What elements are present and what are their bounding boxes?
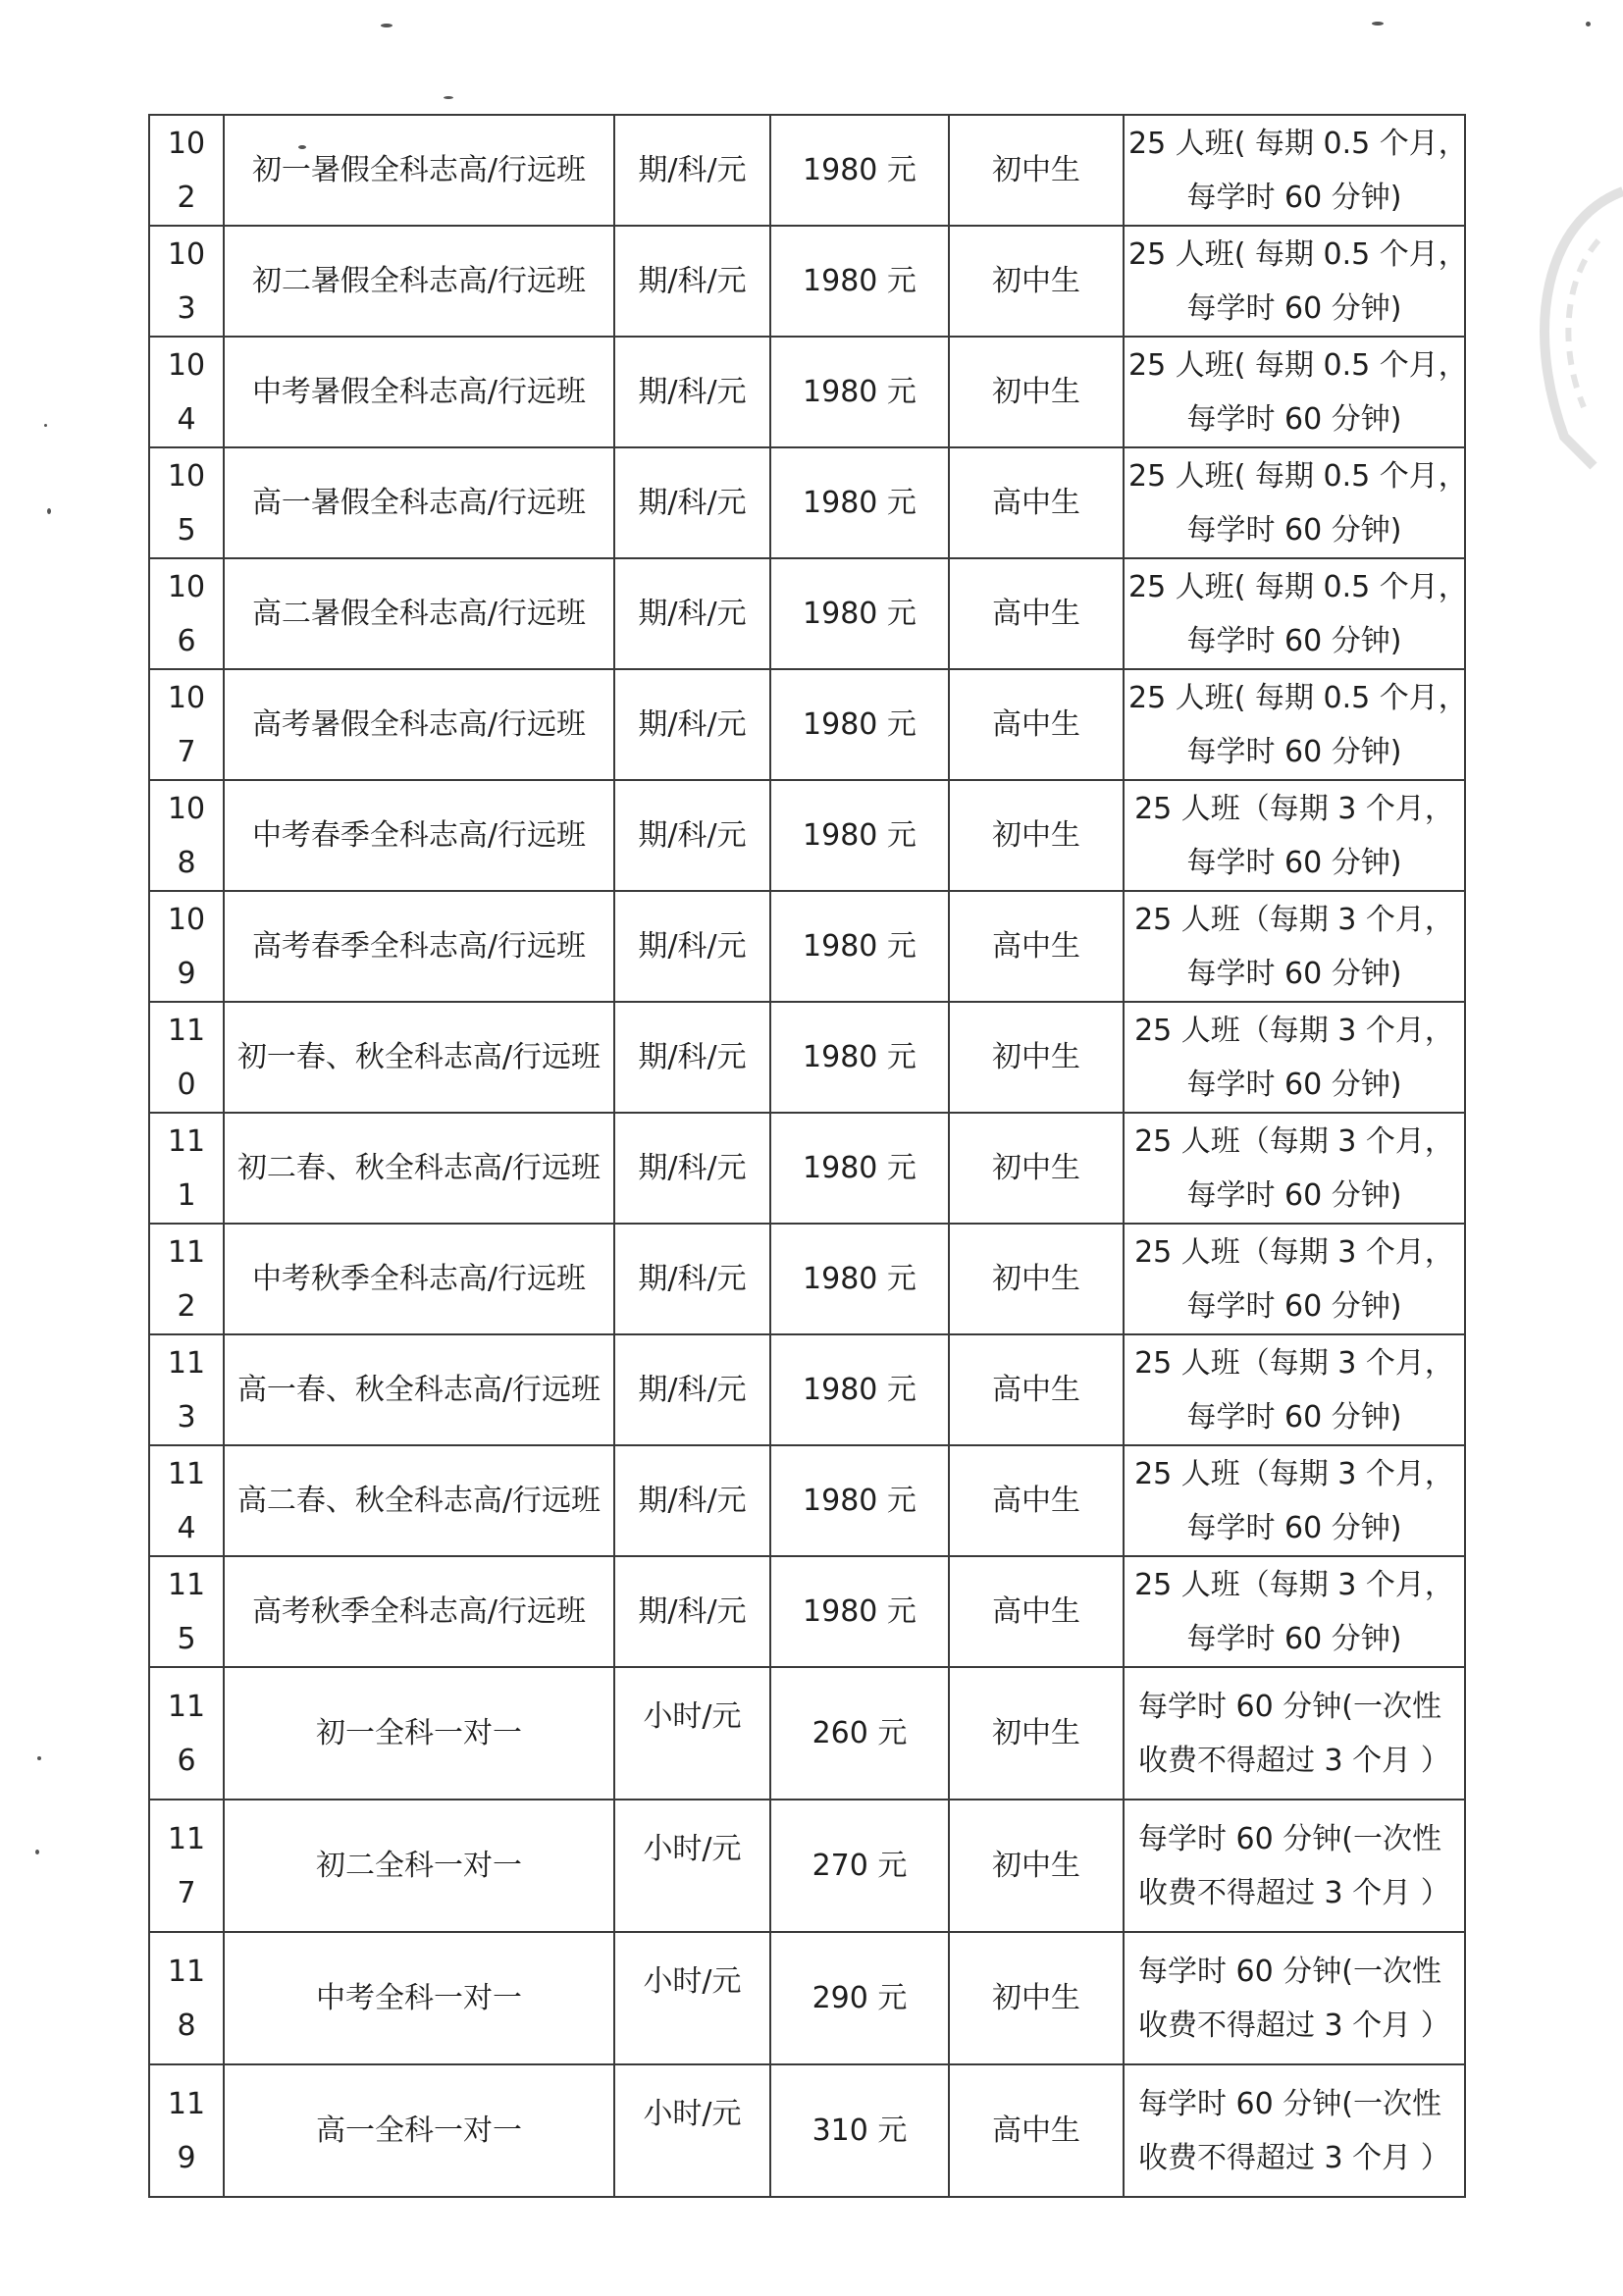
note-line: 每学时 60 分钟) [1186, 956, 1402, 991]
course-name-cell: 初二春、秋全科志高/行远班 [224, 1113, 614, 1224]
row-number-part: 11 [167, 1689, 206, 1724]
course-name-cell: 高一春、秋全科志高/行远班 [224, 1334, 614, 1445]
table-row [149, 447, 1465, 558]
row-number-cell [149, 891, 224, 1002]
note-line: 每学时 60 分钟) [1186, 623, 1402, 658]
note-cell [1124, 1334, 1465, 1445]
target-cell: 高中生 [949, 558, 1124, 669]
note-line: 每学时 60 分钟) [1186, 512, 1402, 548]
row-number-cell [149, 1667, 224, 1800]
row-number-cell [149, 337, 224, 447]
row-number-part: 10 [167, 236, 206, 272]
table-row [149, 669, 1465, 780]
note-line: 每学时 60 分钟) [1186, 1510, 1402, 1545]
course-name-cell: 高考秋季全科志高/行远班 [224, 1556, 614, 1667]
row-number-part: 8 [177, 2008, 196, 2043]
table-row [149, 1667, 1465, 1800]
note-line: 25 人班（每期 3 个月， [1134, 1456, 1454, 1491]
target-cell: 初中生 [949, 337, 1124, 447]
table-row [149, 1224, 1465, 1334]
price-cell: 1980 元 [770, 558, 949, 669]
row-number-part: 6 [177, 1743, 196, 1778]
row-number-part: 3 [177, 290, 196, 326]
table-row [149, 780, 1465, 891]
note-cell [1124, 1667, 1465, 1800]
target-cell: 初中生 [949, 1002, 1124, 1113]
note-line: 25 人班（每期 3 个月， [1134, 1013, 1454, 1048]
row-number-part: 11 [167, 1954, 206, 1989]
note-line: 25 人班（每期 3 个月， [1134, 791, 1454, 826]
note-line: 25 人班( 每期 0.5 个月， [1128, 126, 1468, 161]
table-row [149, 1002, 1465, 1113]
scan-speck [47, 508, 51, 514]
note-cell [1124, 1445, 1465, 1556]
price-cell: 1980 元 [770, 1445, 949, 1556]
course-name-cell: 初二暑假全科志高/行远班 [224, 226, 614, 337]
row-number-part: 8 [177, 845, 196, 880]
row-number-cell [149, 669, 224, 780]
row-number-part: 1 [177, 1177, 196, 1213]
course-name-cell: 高二春、秋全科志高/行远班 [224, 1445, 614, 1556]
row-number-part: 11 [167, 1013, 206, 1048]
unit-cell: 小时/元 [614, 1667, 770, 1800]
row-number-part: 11 [167, 1123, 206, 1159]
unit-cell: 期/科/元 [614, 1556, 770, 1667]
row-number-cell [149, 558, 224, 669]
seal-stamp-image [1505, 182, 1623, 476]
row-number-part: 11 [167, 2086, 206, 2121]
course-name-cell: 中考春季全科志高/行远班 [224, 780, 614, 891]
price-cell: 310 元 [770, 2064, 949, 2197]
price-cell: 1980 元 [770, 891, 949, 1002]
row-number-part: 9 [177, 2140, 196, 2175]
table-row [149, 1113, 1465, 1224]
row-number-part: 2 [177, 180, 196, 215]
table-row [149, 1334, 1465, 1445]
target-cell: 初中生 [949, 1932, 1124, 2064]
row-number-cell [149, 1800, 224, 1932]
note-line: 25 人班（每期 3 个月， [1134, 1345, 1454, 1381]
row-number-part: 11 [167, 1456, 206, 1491]
target-cell: 初中生 [949, 1667, 1124, 1800]
course-name-cell: 高二暑假全科志高/行远班 [224, 558, 614, 669]
scan-speck [381, 24, 393, 27]
price-cell: 1980 元 [770, 1556, 949, 1667]
row-number-part: 11 [167, 1345, 206, 1381]
row-number-part: 6 [177, 623, 196, 658]
note-line: 25 人班（每期 3 个月， [1134, 1234, 1454, 1270]
note-line: 每学时 60 分钟) [1186, 1177, 1402, 1213]
target-cell: 高中生 [949, 2064, 1124, 2197]
row-number-cell [149, 780, 224, 891]
note-cell [1124, 1224, 1465, 1334]
note-cell [1124, 669, 1468, 780]
note-cell [1124, 2064, 1465, 2197]
note-line: 收费不得超过 3 个月 ） [1138, 2140, 1450, 2175]
row-number-part: 10 [167, 458, 206, 494]
scan-speck [37, 1756, 41, 1760]
unit-cell: 期/科/元 [614, 1334, 770, 1445]
price-cell: 290 元 [770, 1932, 949, 2064]
note-line: 25 人班( 每期 0.5 个月， [1128, 458, 1468, 494]
unit-cell: 小时/元 [614, 1932, 770, 2064]
scan-speck [444, 96, 453, 99]
row-number-cell [149, 1556, 224, 1667]
unit-cell: 期/科/元 [614, 780, 770, 891]
course-name-cell: 初一全科一对一 [224, 1667, 614, 1800]
scan-speck [1586, 22, 1591, 26]
course-name-cell: 中考秋季全科志高/行远班 [224, 1224, 614, 1334]
table-row [149, 1556, 1465, 1667]
note-line: 每学时 60 分钟) [1186, 845, 1402, 880]
note-cell [1124, 1002, 1465, 1113]
row-number-part: 11 [167, 1567, 206, 1602]
note-line: 25 人班( 每期 0.5 个月， [1128, 347, 1468, 383]
target-cell: 初中生 [949, 780, 1124, 891]
note-line: 25 人班( 每期 0.5 个月， [1128, 569, 1468, 604]
course-name-cell: 中考全科一对一 [224, 1932, 614, 2064]
unit-cell: 期/科/元 [614, 669, 770, 780]
course-name-cell: 初一暑假全科志高/行远班 [224, 115, 614, 226]
target-cell: 初中生 [949, 1113, 1124, 1224]
row-number-part: 4 [177, 1510, 196, 1545]
note-cell [1124, 1556, 1465, 1667]
target-cell: 高中生 [949, 891, 1124, 1002]
note-line: 25 人班（每期 3 个月， [1134, 1123, 1454, 1159]
unit-cell: 期/科/元 [614, 447, 770, 558]
row-number-cell [149, 115, 224, 226]
target-cell: 高中生 [949, 1334, 1124, 1445]
unit-cell: 小时/元 [614, 2064, 770, 2197]
row-number-part: 10 [167, 347, 206, 383]
price-cell: 1980 元 [770, 780, 949, 891]
scan-speck [44, 424, 47, 427]
note-cell [1124, 558, 1468, 669]
row-number-part: 10 [167, 680, 206, 715]
unit-cell: 小时/元 [614, 1800, 770, 1932]
row-number-part: 10 [167, 902, 206, 937]
note-line: 每学时 60 分钟(一次性 [1138, 1689, 1441, 1724]
price-cell: 1980 元 [770, 226, 949, 337]
row-number-part: 9 [177, 956, 196, 991]
row-number-part: 10 [167, 126, 206, 161]
note-cell [1124, 115, 1468, 226]
table-row [149, 226, 1465, 337]
table-row [149, 558, 1465, 669]
price-cell: 1980 元 [770, 1113, 949, 1224]
note-cell [1124, 1800, 1465, 1932]
note-line: 每学时 60 分钟) [1186, 1621, 1402, 1656]
note-line: 收费不得超过 3 个月 ） [1138, 1875, 1450, 1910]
course-name-cell: 初二全科一对一 [224, 1800, 614, 1932]
target-cell: 初中生 [949, 1800, 1124, 1932]
table-row [149, 1932, 1465, 2064]
course-name-cell: 高一暑假全科志高/行远班 [224, 447, 614, 558]
row-number-cell [149, 1445, 224, 1556]
target-cell: 初中生 [949, 115, 1124, 226]
table-row [149, 1445, 1465, 1556]
note-cell [1124, 780, 1465, 891]
target-cell: 高中生 [949, 1445, 1124, 1556]
note-line: 每学时 60 分钟) [1186, 1399, 1402, 1435]
note-cell [1124, 337, 1468, 447]
note-cell [1124, 226, 1468, 337]
unit-cell: 期/科/元 [614, 1224, 770, 1334]
row-number-part: 10 [167, 791, 206, 826]
price-cell: 1980 元 [770, 1224, 949, 1334]
note-cell [1124, 1932, 1465, 2064]
unit-cell: 期/科/元 [614, 115, 770, 226]
row-number-part: 10 [167, 569, 206, 604]
note-line: 每学时 60 分钟(一次性 [1138, 2086, 1441, 2121]
unit-cell: 期/科/元 [614, 1445, 770, 1556]
row-number-cell [149, 447, 224, 558]
row-number-part: 7 [177, 1875, 196, 1910]
note-cell [1124, 447, 1468, 558]
price-cell: 1980 元 [770, 115, 949, 226]
table-row [149, 891, 1465, 1002]
unit-cell: 期/科/元 [614, 1113, 770, 1224]
price-cell: 260 元 [770, 1667, 949, 1800]
note-line: 每学时 60 分钟) [1186, 1067, 1402, 1102]
row-number-part: 2 [177, 1288, 196, 1324]
table-row [149, 337, 1465, 447]
row-number-cell [149, 1224, 224, 1334]
row-number-cell [149, 1002, 224, 1113]
row-number-part: 5 [177, 1621, 196, 1656]
row-number-cell [149, 1113, 224, 1224]
note-line: 25 人班( 每期 0.5 个月， [1128, 236, 1468, 272]
note-line: 每学时 60 分钟) [1186, 1288, 1402, 1324]
row-number-part: 3 [177, 1399, 196, 1435]
row-number-part: 7 [177, 734, 196, 769]
unit-cell: 期/科/元 [614, 337, 770, 447]
note-line: 25 人班（每期 3 个月， [1134, 902, 1454, 937]
target-cell: 高中生 [949, 1556, 1124, 1667]
note-line: 收费不得超过 3 个月 ） [1138, 2008, 1450, 2043]
course-name-cell: 高一全科一对一 [224, 2064, 614, 2197]
note-line: 每学时 60 分钟) [1186, 180, 1402, 215]
note-line: 收费不得超过 3 个月 ） [1138, 1743, 1450, 1778]
row-number-part: 4 [177, 401, 196, 437]
target-cell: 高中生 [949, 669, 1124, 780]
row-number-part: 5 [177, 512, 196, 548]
target-cell: 初中生 [949, 1224, 1124, 1334]
unit-cell: 期/科/元 [614, 891, 770, 1002]
note-line: 每学时 60 分钟(一次性 [1138, 1954, 1441, 1989]
price-cell: 1980 元 [770, 1002, 949, 1113]
unit-cell: 期/科/元 [614, 226, 770, 337]
course-name-cell: 高考春季全科志高/行远班 [224, 891, 614, 1002]
table-row [149, 2064, 1465, 2197]
price-cell: 1980 元 [770, 337, 949, 447]
scan-speck [35, 1850, 39, 1854]
row-number-part: 11 [167, 1821, 206, 1856]
note-line: 25 人班( 每期 0.5 个月， [1128, 680, 1468, 715]
fee-table-body [149, 115, 1468, 2197]
row-number-cell [149, 1334, 224, 1445]
note-cell [1124, 891, 1465, 1002]
note-line: 每学时 60 分钟(一次性 [1138, 1821, 1441, 1856]
unit-cell: 期/科/元 [614, 558, 770, 669]
target-cell: 高中生 [949, 447, 1124, 558]
row-number-cell [149, 2064, 224, 2197]
row-number-part: 11 [167, 1234, 206, 1270]
row-number-cell [149, 1932, 224, 2064]
note-line: 25 人班（每期 3 个月， [1134, 1567, 1454, 1602]
unit-cell: 期/科/元 [614, 1002, 770, 1113]
table-row [149, 115, 1465, 226]
row-number-part: 0 [177, 1067, 196, 1102]
course-name-cell: 高考暑假全科志高/行远班 [224, 669, 614, 780]
note-line: 每学时 60 分钟) [1186, 401, 1402, 437]
scan-speck [1372, 22, 1384, 26]
target-cell: 初中生 [949, 226, 1124, 337]
price-cell: 1980 元 [770, 1334, 949, 1445]
row-number-cell [149, 226, 224, 337]
price-cell: 1980 元 [770, 447, 949, 558]
note-cell [1124, 1113, 1465, 1224]
fee-table [148, 114, 1466, 2198]
price-cell: 1980 元 [770, 669, 949, 780]
price-cell: 270 元 [770, 1800, 949, 1932]
note-line: 每学时 60 分钟) [1186, 290, 1402, 326]
note-line: 每学时 60 分钟) [1186, 734, 1402, 769]
table-row [149, 1800, 1465, 1932]
course-name-cell: 初一春、秋全科志高/行远班 [224, 1002, 614, 1113]
course-name-cell: 中考暑假全科志高/行远班 [224, 337, 614, 447]
